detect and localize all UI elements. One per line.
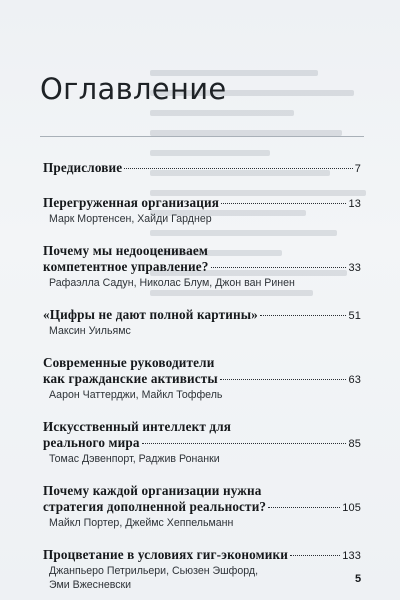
- entry-page-number: 7: [354, 163, 361, 175]
- entry-title: Почему каждой организации нужна: [43, 483, 262, 498]
- toc-entry[interactable]: [43, 243, 361, 290]
- dot-leader: [290, 555, 340, 556]
- entry-title-line: [43, 259, 361, 276]
- entry-title-line: [43, 195, 361, 212]
- dot-leader: [124, 168, 352, 169]
- entry-title-line: [43, 243, 361, 259]
- entry-authors: Аарон Чаттерджи, Майкл Тоффель: [49, 389, 223, 401]
- entry-title-line: [43, 355, 361, 371]
- toc-entry[interactable]: [43, 195, 361, 226]
- entry-page-number: 33: [348, 262, 361, 274]
- entry-authors: Эми Вжесневски: [49, 579, 132, 591]
- entry-page-number: 133: [342, 550, 361, 562]
- dot-leader: [268, 507, 340, 508]
- toc-entry[interactable]: [43, 160, 361, 177]
- entry-title: компетентное управление?: [43, 259, 209, 274]
- entry-title: как гражданские активисты: [43, 371, 218, 386]
- entry-title: Предисловие: [43, 160, 123, 175]
- toc-entry[interactable]: [43, 355, 361, 402]
- dot-leader: [221, 203, 346, 204]
- entry-title: «Цифры не дают полной картины»: [43, 307, 258, 322]
- entry-title: Почему мы недооцениваем: [43, 243, 209, 258]
- entry-title-line: [43, 483, 361, 499]
- page-title: Оглавление: [40, 72, 227, 106]
- entry-page-number: 85: [348, 438, 361, 450]
- entry-page-number: 63: [348, 374, 361, 386]
- entry-authors: Рафаэлла Садун, Николас Блум, Джон ван Ринен: [49, 277, 295, 289]
- dot-leader: [142, 443, 347, 444]
- toc-entry[interactable]: [43, 419, 361, 466]
- entry-title-line: [43, 160, 361, 177]
- entry-title: Процветание в условиях гиг-экономики: [43, 547, 289, 562]
- title-divider: [40, 136, 364, 137]
- entry-title-line: [43, 371, 361, 388]
- entry-title: стратегия дополненной реальности?: [43, 499, 267, 514]
- entry-title: Современные руководители: [43, 355, 215, 370]
- table-of-contents: [43, 160, 361, 592]
- entry-authors: Джанпьеро Петрильери, Сьюзен Эшфорд,: [49, 565, 259, 577]
- entry-title-line: [43, 307, 361, 324]
- entry-title-line: [43, 499, 361, 516]
- entry-title: Искусственный интеллект для: [43, 419, 232, 434]
- entry-title: реального мира: [43, 435, 140, 450]
- toc-entry[interactable]: [43, 307, 361, 338]
- entry-title-line: [43, 419, 361, 435]
- page-number: 5: [355, 573, 362, 585]
- toc-entry[interactable]: [43, 483, 361, 530]
- entry-authors: Майкл Портер, Джеймс Хеппельманн: [49, 517, 234, 529]
- dot-leader: [260, 315, 347, 316]
- entry-page-number: 51: [348, 310, 361, 322]
- dot-leader: [211, 267, 347, 268]
- entry-authors: Томас Дэвенпорт, Раджив Ронанки: [49, 453, 220, 465]
- entry-title-line: [43, 547, 361, 564]
- entry-authors: Марк Мортенсен, Хайди Гарднер: [49, 213, 212, 225]
- toc-entry[interactable]: [43, 547, 361, 592]
- entry-page-number: 105: [342, 502, 361, 514]
- entry-authors: Максин Уильямс: [49, 325, 131, 337]
- entry-title-line: [43, 435, 361, 452]
- dot-leader: [220, 379, 347, 380]
- entry-page-number: 13: [348, 198, 361, 210]
- entry-title: Перегруженная организация: [43, 195, 220, 210]
